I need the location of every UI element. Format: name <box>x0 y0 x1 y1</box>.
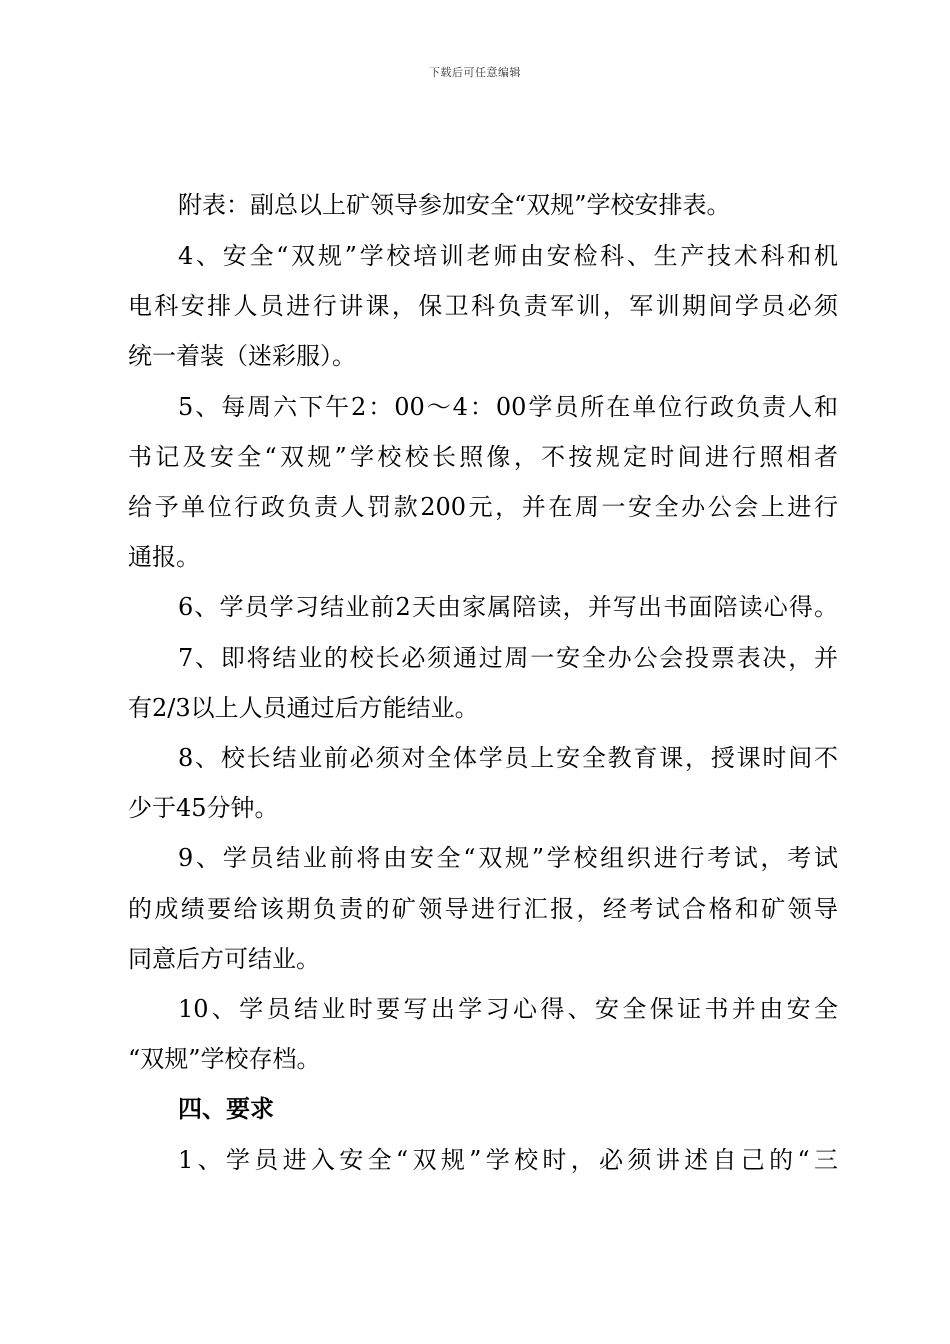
paragraph-line: 10、学员结业时要写出学习心得、安全保证书并由安全 <box>178 995 838 1023</box>
paragraph-line: 通报。 <box>128 543 200 571</box>
paragraph-line: 给予单位行政负责人罚款200元，并在周一安全办公会上进行 <box>128 493 838 521</box>
paragraph-line: 书记及安全“双规”学校校长照像，不按规定时间进行照相者 <box>128 443 838 471</box>
paragraph-line: 7、即将结业的校长必须通过周一安全办公会投票表决，并 <box>178 644 838 672</box>
paragraph-line: 6、学员学习结业前2天由家属陪读，并写出书面陪读心得。 <box>178 593 838 621</box>
paragraph-line: 电科安排人员进行讲课，保卫科负责军训，军训期间学员必须 <box>128 292 838 320</box>
paragraph-line: 有2/3以上人员通过后方能结业。 <box>128 694 479 722</box>
paragraph-line: “双规”学校存档。 <box>128 1045 321 1073</box>
paragraph-line: 8、校长结业前必须对全体学员上安全教育课，授课时间不 <box>178 744 838 772</box>
paragraph-line: 5、每周六下午2：00～4：00学员所在单位行政负责人和 <box>178 393 838 421</box>
paragraph-line: 的成绩要给该期负责的矿领导进行汇报，经考试合格和矿领导 <box>128 895 838 923</box>
section-heading: 四、要求 <box>178 1094 274 1123</box>
paragraph-line: 附表：副总以上矿领导参加安全“双规”学校安排表。 <box>178 191 731 219</box>
page-header: 下载后可任意编辑 <box>429 66 521 79</box>
paragraph-line: 同意后方可结业。 <box>128 945 320 973</box>
paragraph-line: 1、学员进入安全“双规”学校时，必须讲述自己的“三 <box>178 1146 838 1174</box>
paragraph-line: 少于45分钟。 <box>128 794 279 822</box>
paragraph-line: 统一着装（迷彩服）。 <box>128 342 356 370</box>
paragraph-line: 4、安全“双规”学校培训老师由安检科、生产技术科和机 <box>178 242 838 270</box>
paragraph-line: 9、学员结业前将由安全“双规”学校组织进行考试，考试 <box>178 844 838 872</box>
